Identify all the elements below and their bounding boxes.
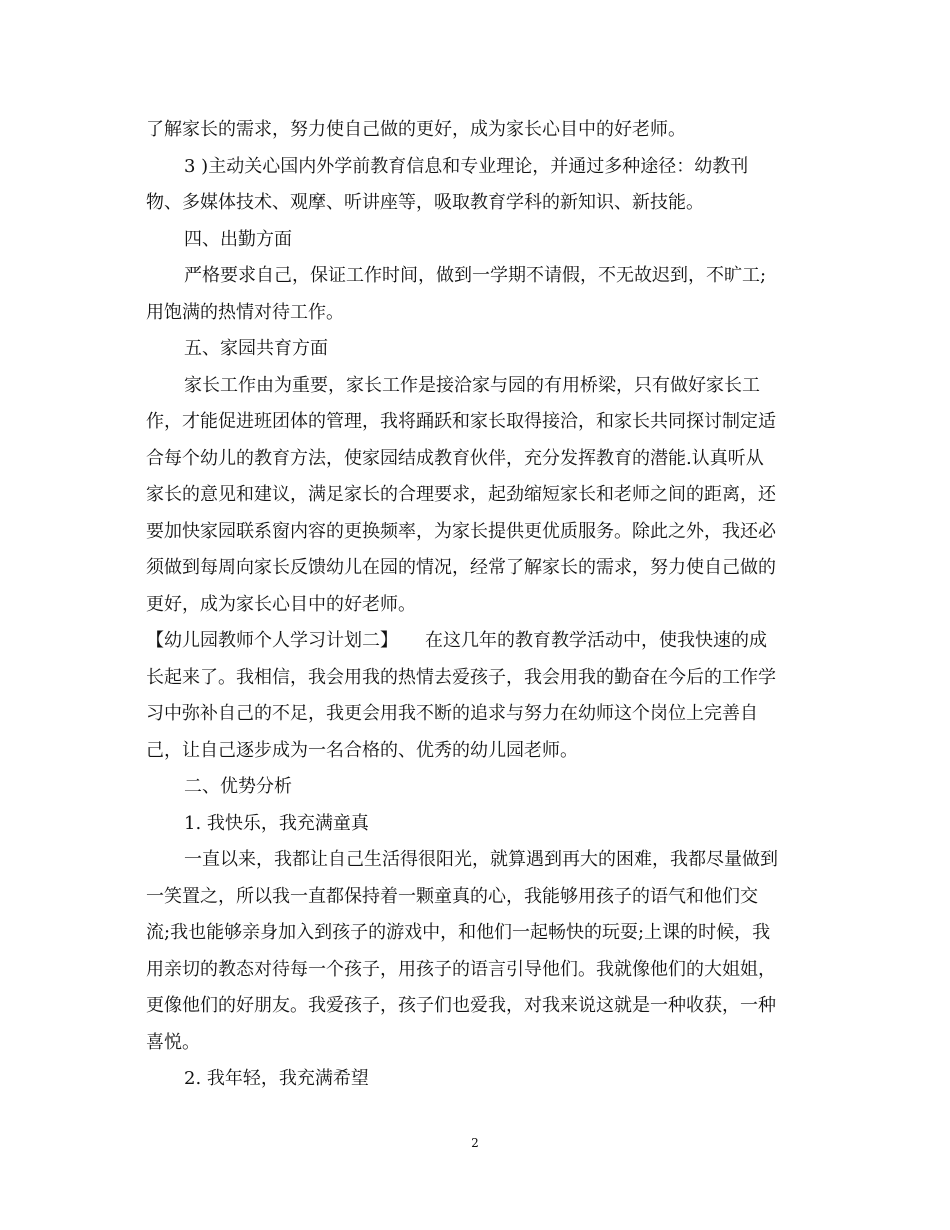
text-line: 己，让自己逐步成为一名合格的、优秀的幼儿园老师。 — [146, 739, 578, 761]
text-line: 用饱满的热情对待工作。 — [146, 301, 344, 323]
text-line: 一笑置之，所以我一直都保持着一颗童真的心，我能够用孩子的语气和他们交 — [146, 885, 758, 907]
section-heading: 二、优势分析 — [184, 776, 292, 797]
text-line: 长起来了。我相信，我会用我的热情去爱孩子，我会用我的勤奋在今后的工作学 — [146, 666, 776, 688]
text-line: 更好，成为家长心目中的好老师。 — [146, 593, 416, 615]
text-line: 合每个幼儿的教育方法，使家园结成教育伙伴，充分发挥教育的潜能.认真听从 — [146, 447, 764, 469]
text-line: 喜悦。 — [146, 1031, 200, 1053]
sub-heading: 2. 我年轻，我充满希望 — [184, 1068, 369, 1089]
text-line: 一直以来，我都让自己生活得很阳光，就算遇到再大的困难，我都尽量做到 — [184, 849, 778, 870]
text-line: 了解家长的需求，努力使自己做的更好，成为家长心目中的好老师。 — [146, 119, 686, 140]
section-heading: 五、家园共育方面 — [184, 338, 328, 359]
text-line: 要加快家园联系窗内容的更换频率，为家长提供更优质服务。除此之外，我还必 — [146, 520, 776, 542]
page-number: 2 — [471, 1136, 479, 1150]
text-line: 习中弥补自己的不足，我更会用我不断的追求与努力在幼师这个岗位上完善自 — [146, 703, 758, 724]
text-line: 更像他们的好朋友。我爱孩子，孩子们也爱我，对我来说这就是一种收获，一种 — [146, 995, 776, 1016]
section-heading: 四、出勤方面 — [184, 228, 292, 250]
text-line: 家长工作由为重要，家长工作是接洽家与园的有用桥梁，只有做好家长工 — [184, 374, 760, 396]
text-line: 流;我也能够亲身加入到孩子的游戏中，和他们一起畅快的玩耍;上课的时候，我 — [146, 922, 771, 943]
document-body — [146, 112, 806, 1098]
text-line: 【幼儿园教师个人学习计划二】 在这几年的教育教学活动中，使我快速的成 — [146, 630, 767, 651]
text-line: 须做到每周向家长反馈幼儿在园的情况，经常了解家长的需求，努力使自己做的 — [146, 557, 776, 578]
text-line: 3 )主动关心国内外学前教育信息和专业理论，并通过多种途径：幼教刊 — [184, 155, 749, 177]
text-line: 物、多媒体技术、观摩、听讲座等，吸取教育学科的新知识、新技能。 — [146, 192, 704, 213]
text-line: 作，才能促进班团体的管理，我将踊跃和家长取得接洽，和家长共同探讨制定适 — [146, 411, 776, 432]
sub-heading: 1. 我快乐，我充满童真 — [184, 812, 369, 834]
text-line: 家长的意见和建议，满足家长的合理要求，起劲缩短家长和老师之间的距离，还 — [146, 484, 776, 505]
text-line: 严格要求自己，保证工作时间，做到一学期不请假，不无故迟到，不旷工; — [184, 265, 767, 286]
text-line: 用亲切的教态对待每一个孩子，用孩子的语言引导他们。我就像他们的大姐姐， — [146, 958, 776, 980]
